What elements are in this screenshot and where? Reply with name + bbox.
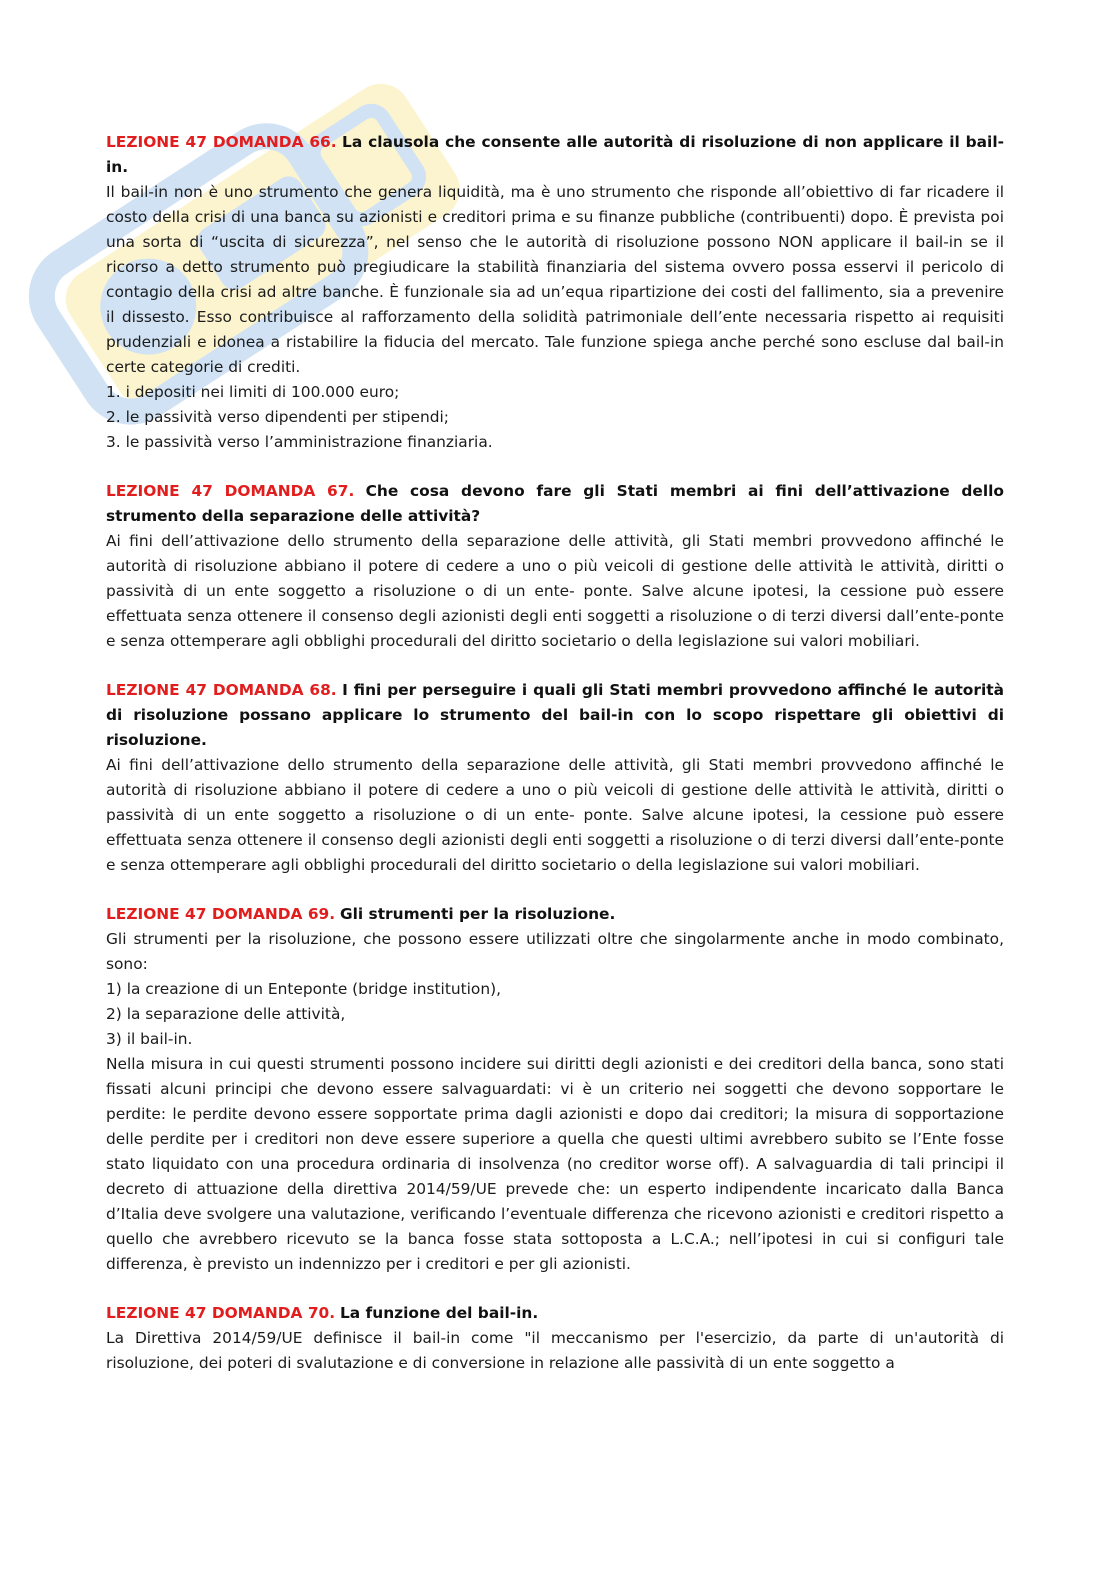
list-item: 3) il bail-in. xyxy=(106,1030,193,1048)
question-id: LEZIONE 47 DOMANDA 66. xyxy=(106,133,337,151)
answer-paragraph: Il bail-in non è uno strumento che genera liquidità, ma è uno strumento che risponde all’obiettivo di far ricadere il costo della crisi di una banca su azionisti e creditori prima e su finanze pubbliche (contribuenti) dopo. È prevista poi una sorta di “uscita di sicurezza”, nel senso che le autorità di risoluzione possono NON applicare il bail-in se il ricorso a detto strumento può pregiudicare la stabilità finanziaria del sistema ovvero possa esservi il pericolo di contagio della crisi ad altre banche. È funzionale sia ad un’equa ripartizione dei costi del fallimento, sia a prevenire il dissesto. Esso contribuisce al rafforzamento della solidità patrimoniale dell’ente necessaria rispetto ai requisiti prudenziali e idonea a ristabilire la fiducia del mercato. Tale funzione spiega anche perché sono escluse dal bail-in certe categorie di crediti. xyxy=(106,183,1004,376)
answer-paragraph: Gli strumenti per la risoluzione, che possono essere utilizzati oltre che singolarmente anche in modo combinato, sono: xyxy=(106,930,1004,973)
answer-paragraph: La Direttiva 2014/59/UE definisce il bail-in come "il meccanismo per l'esercizio, da parte di un'autorità di risoluzione, dei poteri di svalutazione e di conversione in relazione alle passività di un ente soggetto a xyxy=(106,1329,1004,1372)
question-text: Gli strumenti per la risoluzione. xyxy=(340,905,616,923)
answer-paragraph: Ai fini dell’attivazione dello strumento della separazione delle attività, gli Stati membri provvedono affinché le autorità di risoluzione abbiano il potere di cedere a uno o più veicoli di gestione delle attività le attività, diritti o passività di un ente soggetto a risoluzione o di un ente- ponte. Salve alcune ipotesi, la cessione può essere effettuata senza ottenere il consenso degli azionisti degli enti soggetti a risoluzione o di terzi diversi dall’ente-ponte e senza ottemperare agli obblighi procedurali del diritto societario o della legislazione sui valori mobiliari. xyxy=(106,756,1004,874)
question-section-67 xyxy=(106,479,1004,654)
question-section-70 xyxy=(106,1301,1004,1376)
question-id: LEZIONE 47 DOMANDA 69. xyxy=(106,905,336,923)
document-body xyxy=(106,130,1004,1400)
question-heading xyxy=(106,1301,1004,1326)
question-id: LEZIONE 47 DOMANDA 67. xyxy=(106,482,355,500)
list-item: 1. i depositi nei limiti di 100.000 euro; xyxy=(106,383,400,401)
list-item: 2) la separazione delle attività, xyxy=(106,1005,346,1023)
question-heading xyxy=(106,902,1004,927)
list-item: 3. le passività verso l’amministrazione finanziaria. xyxy=(106,433,493,451)
question-section-66 xyxy=(106,130,1004,455)
answer-paragraph: Nella misura in cui questi strumenti possono incidere sui diritti degli azionisti e dei creditori della banca, sono stati fissati alcuni principi che devono essere salvaguardati: vi è un criterio nei soggetti che devono sopportare le perdite: le perdite devono essere sopportate prima dagli azionisti e dopo dai creditori; la misura di sopportazione delle perdite per i creditori non deve essere superiore a quella che questi ultimi avrebbero subito se l’Ente fosse stato liquidato con una procedura ordinaria di insolvenza (no creditor worse off). A salvaguardia di tali principi il decreto di attuazione della direttiva 2014/59/UE prevede che: un esperto indipendente incaricato dalla Banca d’Italia deve svolgere una valutazione, verificando l’eventuale differenza che ricevono azionisti e creditori rispetto a quello che avrebbero ricevuto se la banca fosse stata sottoposta a L.C.A.; nell’ipotesi in cui si configuri tale differenza, è previsto un indennizzo per i creditori e per gli azionisti. xyxy=(106,1055,1004,1273)
answer-paragraph: Ai fini dell’attivazione dello strumento della separazione delle attività, gli Stati membri provvedono affinché le autorità di risoluzione abbiano il potere di cedere a uno o più veicoli di gestione delle attività le attività, diritti o passività di un ente soggetto a risoluzione o di un ente- ponte. Salve alcune ipotesi, la cessione può essere effettuata senza ottenere il consenso degli azionisti degli enti soggetti a risoluzione o di terzi diversi dall’ente-ponte e senza ottemperare agli obblighi procedurali del diritto societario o della legislazione sui valori mobiliari. xyxy=(106,532,1004,650)
question-heading xyxy=(106,130,1004,180)
question-text: La funzione del bail-in. xyxy=(340,1304,539,1322)
question-id: LEZIONE 47 DOMANDA 68. xyxy=(106,681,337,699)
question-id: LEZIONE 47 DOMANDA 70. xyxy=(106,1304,336,1322)
question-heading xyxy=(106,479,1004,529)
list-item: 1) la creazione di un Enteponte (bridge institution), xyxy=(106,980,501,998)
question-section-69 xyxy=(106,902,1004,1277)
question-section-68 xyxy=(106,678,1004,878)
question-heading xyxy=(106,678,1004,753)
list-item: 2. le passività verso dipendenti per stipendi; xyxy=(106,408,449,426)
question-text: La clausola che consente alle autorità di risoluzione di non applicare il bail-in. xyxy=(106,133,1004,176)
question-text: Che cosa devono fare gli Stati membri ai fini dell’attivazione dello strumento della separazione delle attività? xyxy=(106,482,1004,525)
question-text: I fini per perseguire i quali gli Stati membri provvedono affinché le autorità di risoluzione possano applicare lo strumento del bail-in con lo scopo rispettare gli obiettivi di risoluzione. xyxy=(106,681,1004,749)
